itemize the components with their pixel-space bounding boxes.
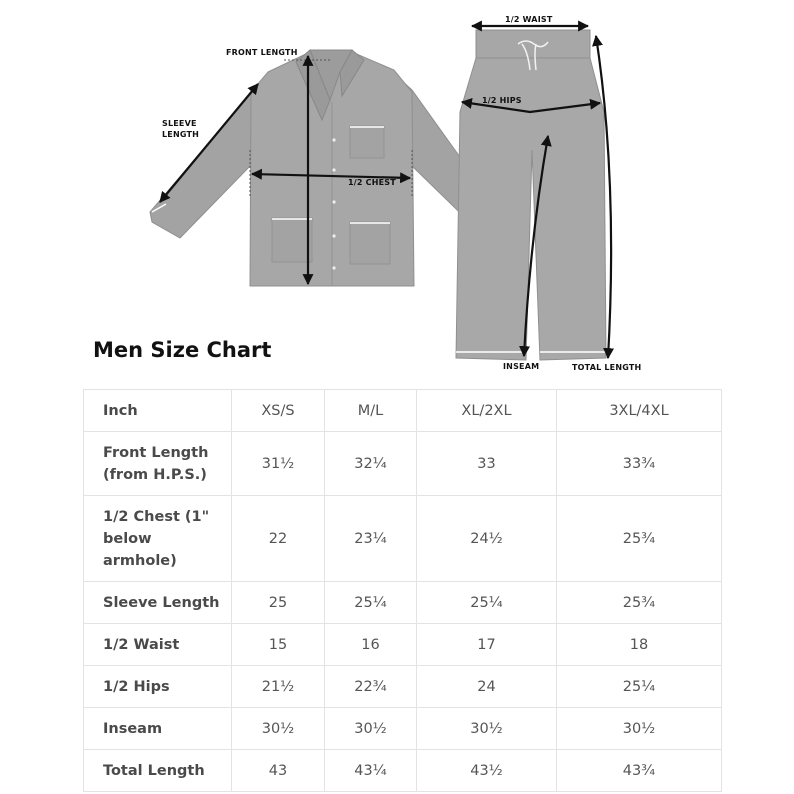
value-cell: 32¼ — [325, 432, 417, 496]
value-cell: 30½ — [557, 708, 722, 750]
half-waist-label: 1/2 WAIST — [505, 15, 553, 24]
value-cell: 43¾ — [557, 750, 722, 792]
value-cell: 25¾ — [557, 496, 722, 582]
value-cell: 24½ — [417, 496, 557, 582]
value-cell: 25¾ — [557, 582, 722, 624]
row-label-cell — [84, 432, 232, 496]
pajama-pants-illustration — [456, 30, 606, 360]
value-cell: 16 — [325, 624, 417, 666]
row-label-line: (from H.P.S.) — [103, 466, 207, 483]
row-label-cell — [84, 750, 232, 792]
table-header-row — [84, 390, 722, 432]
table-row — [84, 666, 722, 708]
row-label-line: Inseam — [103, 720, 163, 737]
table-header-cell: M/L — [325, 390, 417, 432]
half-hips-label: 1/2 HIPS — [482, 96, 522, 105]
row-label-line: Total Length — [103, 762, 205, 779]
row-label-line: below — [103, 530, 152, 547]
row-label-line: Sleeve Length — [103, 594, 220, 611]
row-label-line: 1/2 Waist — [103, 636, 180, 653]
table-header-cell: XS/S — [232, 390, 325, 432]
row-label-cell — [84, 708, 232, 750]
table-row — [84, 624, 722, 666]
pajama-shirt-illustration — [150, 50, 505, 286]
sleeve-length-label-line2: LENGTH — [162, 130, 200, 139]
size-chart-table — [83, 389, 722, 792]
table-row — [84, 582, 722, 624]
value-cell: 33¾ — [557, 432, 722, 496]
page-title: Men Size Chart — [93, 338, 272, 362]
value-cell: 43¼ — [325, 750, 417, 792]
value-cell: 30½ — [232, 708, 325, 750]
garment-measurement-diagram — [0, 0, 794, 380]
value-cell: 25¼ — [417, 582, 557, 624]
value-cell: 23¼ — [325, 496, 417, 582]
value-cell: 17 — [417, 624, 557, 666]
value-cell: 30½ — [325, 708, 417, 750]
value-cell: 25¼ — [557, 666, 722, 708]
row-label-line: Front Length — [103, 444, 209, 461]
inseam-label: INSEAM — [503, 362, 540, 371]
shirt-left-pocket — [272, 218, 312, 262]
row-label-line: 1/2 Hips — [103, 678, 170, 695]
table-header-cell: XL/2XL — [417, 390, 557, 432]
row-label-line: 1/2 Chest (1" — [103, 508, 210, 525]
half-chest-label: 1/2 CHEST — [348, 178, 396, 187]
row-label-cell — [84, 666, 232, 708]
table-row — [84, 432, 722, 496]
value-cell: 43½ — [417, 750, 557, 792]
table-header-cell: Inch — [84, 390, 232, 432]
value-cell: 22¾ — [325, 666, 417, 708]
value-cell: 30½ — [417, 708, 557, 750]
row-label-cell — [84, 496, 232, 582]
value-cell: 33 — [417, 432, 557, 496]
row-label-cell — [84, 624, 232, 666]
value-cell: 43 — [232, 750, 325, 792]
pants-legs — [456, 58, 606, 360]
total-length-label: TOTAL LENGTH — [572, 363, 642, 372]
table-row — [84, 750, 722, 792]
shirt-right-pocket — [350, 222, 390, 264]
shirt-chest-pocket — [350, 126, 384, 158]
front-length-label: FRONT LENGTH — [226, 48, 298, 57]
value-cell: 18 — [557, 624, 722, 666]
value-cell: 22 — [232, 496, 325, 582]
sleeve-length-label-line1: SLEEVE — [162, 119, 197, 128]
row-label-line: armhole) — [103, 552, 177, 569]
row-label-cell — [84, 582, 232, 624]
value-cell: 25¼ — [325, 582, 417, 624]
table-row — [84, 708, 722, 750]
value-cell: 25 — [232, 582, 325, 624]
value-cell: 21½ — [232, 666, 325, 708]
value-cell: 24 — [417, 666, 557, 708]
table-row — [84, 496, 722, 582]
value-cell: 15 — [232, 624, 325, 666]
value-cell: 31½ — [232, 432, 325, 496]
table-header-cell: 3XL/4XL — [557, 390, 722, 432]
